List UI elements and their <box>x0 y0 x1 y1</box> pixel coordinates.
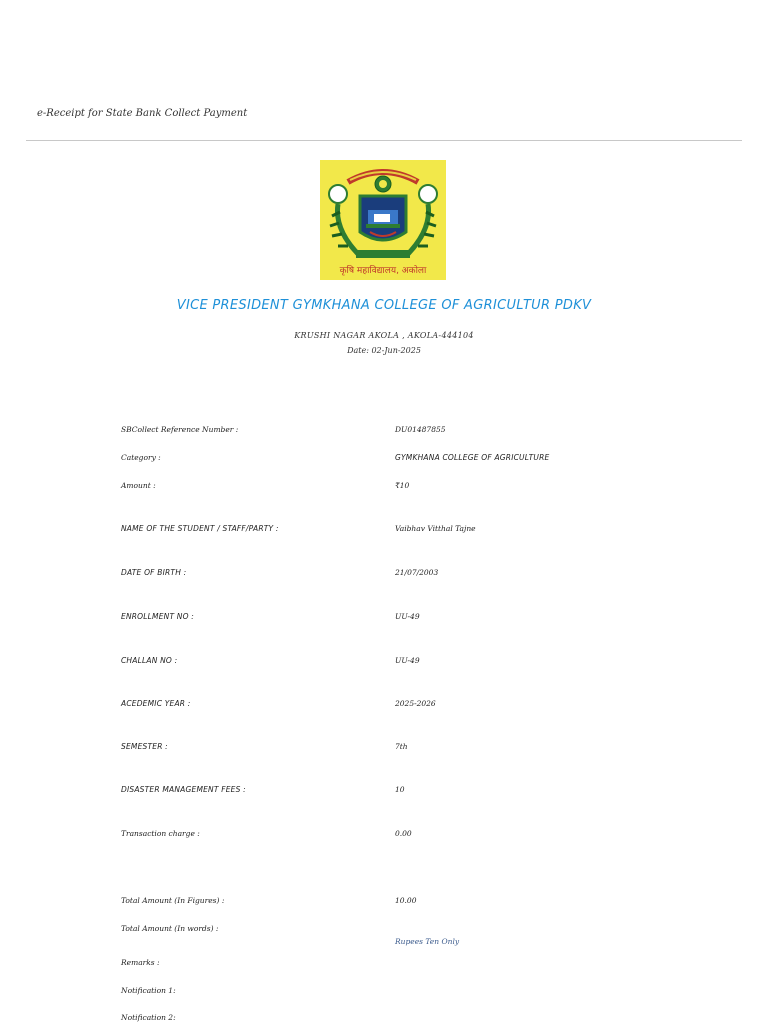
field-label-total-amount-words: Total Amount (In words) : <box>121 924 219 933</box>
field-value-total-amount-figures: 10.00 <box>395 896 417 905</box>
receipt-header-title: e-Receipt for State Bank Collect Payment <box>37 108 248 119</box>
field-label-enrollment-no: ENROLLMENT NO : <box>121 612 195 621</box>
field-label-student-name: NAME OF THE STUDENT / STAFF/PARTY : <box>121 524 279 533</box>
field-value-amount: ₹10 <box>395 481 410 490</box>
field-value-semester: 7th <box>395 742 408 751</box>
field-value-date-of-birth: 21/07/2003 <box>395 568 439 577</box>
field-value-disaster-management-fees: 10 <box>395 785 405 794</box>
field-value-academic-year: 2025-2026 <box>395 699 436 708</box>
field-label-notification-1: Notification 1: <box>121 986 176 995</box>
field-label-disaster-management-fees: DISASTER MANAGEMENT FEES : <box>121 785 246 794</box>
field-label-academic-year: ACEDEMIC YEAR : <box>121 699 191 708</box>
field-label-total-amount-figures: Total Amount (In Figures) : <box>121 896 225 905</box>
field-label-remarks: Remarks : <box>121 958 160 967</box>
field-label-transaction-charge: Transaction charge : <box>121 829 200 838</box>
field-value-student-name: Vaibhav Vitthal Tajne <box>395 524 476 533</box>
field-label-challan-no: CHALLAN NO : <box>121 656 178 665</box>
field-label-date-of-birth: DATE OF BIRTH : <box>121 568 187 577</box>
field-value-total-amount-words: Rupees Ten Only <box>395 937 460 946</box>
field-label-sbcollect-reference: SBCollect Reference Number : <box>121 425 239 434</box>
field-label-amount: Amount : <box>121 481 156 490</box>
field-label-category: Category : <box>121 453 161 462</box>
field-value-enrollment-no: UU-49 <box>395 612 420 621</box>
field-value-transaction-charge: 0.00 <box>395 829 412 838</box>
college-emblem-logo <box>320 160 446 280</box>
organization-address: KRUSHI NAGAR AKOLA , AKOLA-444104 <box>294 331 474 340</box>
field-value-challan-no: UU-49 <box>395 656 420 665</box>
field-label-semester: SEMESTER : <box>121 742 168 751</box>
field-value-sbcollect-reference: DU01487855 <box>395 425 446 434</box>
receipt-date: Date: 02-Jun-2025 <box>347 346 421 355</box>
field-value-category: GYMKHANA COLLEGE OF AGRICULTURE <box>395 453 550 462</box>
header-divider <box>26 140 742 141</box>
field-label-notification-2: Notification 2: <box>121 1013 176 1022</box>
svg-text:कृषि महाविद्यालय, अकोला: कृषि महाविद्यालय, अकोला <box>339 266 427 276</box>
organization-name: VICE PRESIDENT GYMKHANA COLLEGE OF AGRICULTUR PDKV <box>176 298 592 313</box>
